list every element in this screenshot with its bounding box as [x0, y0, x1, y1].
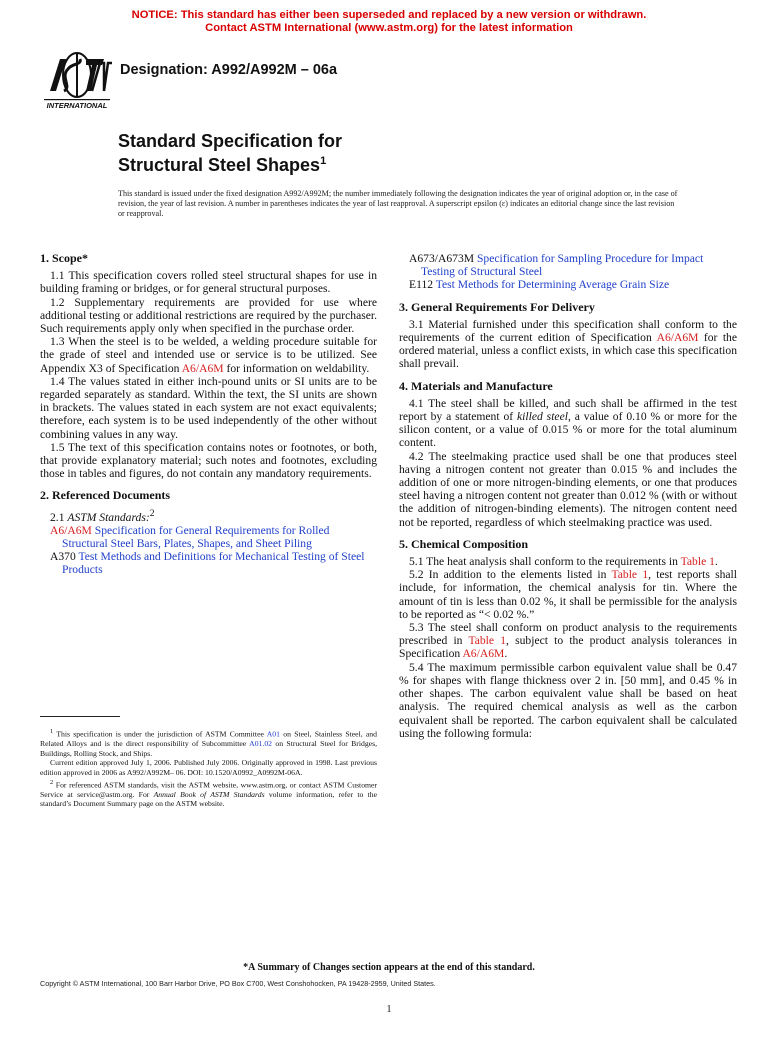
notice-line-2: Contact ASTM International (www.astm.org) for the latest information [205, 22, 573, 34]
logo-subtext: INTERNATIONAL [46, 101, 108, 110]
footnote-1-edition: Current edition approved July 1, 2006. Published July 2006. Originally approved in 1998. Last previous edition approved in 2006 as A992/A992M– 06. DOI: 10.1520/A0992_A0992M-06A. [40, 758, 377, 777]
section-heading-scope: 1. Scope* [40, 251, 88, 265]
summary-of-changes-note: *A Summary of Changes section appears at the end of this standard. [243, 962, 535, 973]
ref-title-a370[interactable]: Test Methods and Definitions for Mechanical Testing of Steel Products [62, 550, 365, 577]
table1-link-5-1[interactable]: Table 1 [680, 555, 715, 569]
designation: Designation: A992/A992M – 06a [120, 62, 338, 78]
title-footnote-mark: 1 [320, 155, 327, 167]
subcommittee-link[interactable]: A01.02 [249, 739, 273, 749]
section-heading-materials: 4. Materials and Manufacture [399, 378, 553, 393]
title-line-1: Standard Specification for [118, 131, 343, 151]
page-number: 1 [386, 1004, 392, 1015]
paragraph-1-5: 1.5 The text of this specification contains notes or footnotes, or both, that provide explanatory material; such notes and footnotes, excluding those in tables and figures, do not contain any mandatory requirements. [40, 440, 377, 481]
paragraph-1-3: 1.3 When the steel is to be welded, a welding procedure suitable for the grade of steel and intended use or service is to be utilized. See Appendix X3 of Specification A6/A6M for information on weldability. [40, 335, 377, 375]
paragraph-2-1: 2.1 ASTM Standards:$^2$ [50, 507, 155, 524]
notice-line-1: NOTICE: This standard has either been superseded and replaced by a new version or withdrawn. [131, 9, 647, 21]
ref-code-a6[interactable]: A6/A6M [50, 523, 92, 537]
reference-a6 [40, 524, 377, 550]
paragraph-3-1: 3.1 Material furnished under this specification shall conform to the requirements of the current edition of Specification A6/A6M for the ordered material, unless a conflict exists, in which case this specification shall prevail. [399, 317, 737, 371]
paragraph-5-3: 5.3 The steel shall conform on product analysis to the requirements prescribed in Table 1, subject to the product analysis tolerances in Specification A6/A6M. [399, 621, 737, 661]
reference-a370: A370 Test Methods and Definitions for Mechanical Testing of Steel Products [50, 550, 365, 577]
paragraph-5-1: 5.1 The heat analysis shall conform to the requirements in Table 1. [409, 555, 718, 569]
ref-title-a673[interactable]: Specification for Sampling Procedure for Impact Testing of Structural Steel [421, 252, 704, 279]
footnote-divider [40, 716, 120, 717]
table1-link-5-2[interactable]: Table 1 [611, 568, 649, 582]
section-heading-chemical-composition: 5. Chemical Composition [399, 536, 528, 551]
section-heading-general-requirements: 3. General Requirements For Delivery [399, 299, 595, 314]
left-column [40, 252, 377, 577]
ref-link-a6[interactable]: A6/A6M [181, 361, 224, 375]
withdrawal-notice [0, 9, 778, 35]
issuance-note: This standard is issued under the fixed designation A992/A992M; the number immediately following the designation indicates the year of original adoption or, in the case of revision, the year of last revision. A number in parentheses indicates the year of last reapproval. A superscript epsilon (ε) indicates an editorial change since the last revision or reapproval. [118, 189, 678, 219]
paragraph-1-2: 1.2 Supplementary requirements are provided for use where additional testing or additional restrictions are required by the purchaser. Such requirements apply only when specified in the purchase order. [40, 295, 377, 336]
footnotes [40, 727, 377, 809]
paragraph-5-4: 5.4 The maximum permissible carbon equivalent value shall be 0.47 % for shapes with flange thickness over 2 in. [50 mm], and 0.45 % in other shapes. The carbon equivalent value shall be based on heat analysis. The required chemical analysis as well as the carbon equivalent shall be reported. The carbon equivalent shall be calculated using the following formula: [399, 660, 737, 740]
paragraph-5-2: 5.2 In addition to the elements listed in Table 1, test reports shall include, for information, the chemical analysis for tin. Where the amount of tin is less than 0.02 %, it shall be permissible for the analysis to be reported as “< 0.02 %.” [399, 568, 737, 621]
paragraph-4-1: 4.1 The steel shall be killed, and such shall be affirmed in the test report by a statement of killed steel, a value of 0.10 % or more for the silicon content, or a value of 0.015 % or more for the total aluminum content. [399, 396, 737, 450]
paragraph-1-1: 1.1 This specification covers rolled steel structural shapes for use in building framing or bridges, or for general structural purposes. [40, 269, 377, 296]
ref-link-a6-s5[interactable]: A6/A6M [462, 647, 505, 661]
document-title [118, 131, 342, 175]
reference-a673: A673/A673M Specification for Sampling Procedure for Impact Testing of Structural Steel [409, 252, 704, 279]
table1-link-5-3[interactable]: Table 1 [468, 634, 507, 648]
title-line-2: Structural Steel Shapes$^1$ [118, 155, 327, 175]
section-heading-referenced-documents: 2. Referenced Documents [40, 488, 171, 503]
copyright: Copyright © ASTM International, 100 Barr Harbor Drive, PO Box C700, West Conshohocken, PA 19428-2959, United States. [40, 979, 436, 988]
ref-link-a6-s3[interactable]: A6/A6M [656, 331, 699, 345]
paragraph-1-4: 1.4 The values stated in either inch-pound units or SI units are to be regarded separately as standard. Within the text, the SI units are shown in brackets. The values stated in each system are not exact equivalents; therefore, each system is to be used independently of the other without combining values in any way. [40, 374, 377, 441]
committee-link[interactable]: A01 [266, 729, 280, 739]
footnote-1: $^1$ This specification is under the jurisdiction of ASTM Committee A01 on Steel, Stainless Steel, and Related Alloys and is the direct responsibility of Subcommittee A01.02 on Structural Steel for Bridges, Buildings, Rolling Stock, and Ships. [40, 728, 377, 758]
footnote-2: $^2$ For referenced ASTM standards, visit the ASTM website, www.astm.org, or contact ASTM Customer Service at service@astm.org. For Annual Book of ASTM Standards volume information, refer to the standard’s Document Summary page on the ASTM website. [40, 778, 377, 809]
right-column [399, 252, 737, 740]
paragraph-4-2: 4.2 The steelmaking practice used shall be one that produces steel having a nitrogen content not greater than 0.015 % and includes the addition of one or more nitrogen-binding elements, or one that produces steel having a nitrogen content not greater than 0.012 % (with or without the addition of nitrogen-binding elements). The nitrogen content need not be reported, regardless of which steelmaking practice was used. [399, 449, 737, 529]
ref-title-e112[interactable]: Test Methods for Determining Average Grain Size [435, 278, 670, 292]
ref-title-a6[interactable]: Specification for General Requirements for Rolled Structural Steel Bars, Plates, Shapes, and Sheet Piling [62, 523, 330, 550]
astm-logo [42, 51, 112, 111]
reference-e112: E112 Test Methods for Determining Average Grain Size [409, 278, 670, 292]
